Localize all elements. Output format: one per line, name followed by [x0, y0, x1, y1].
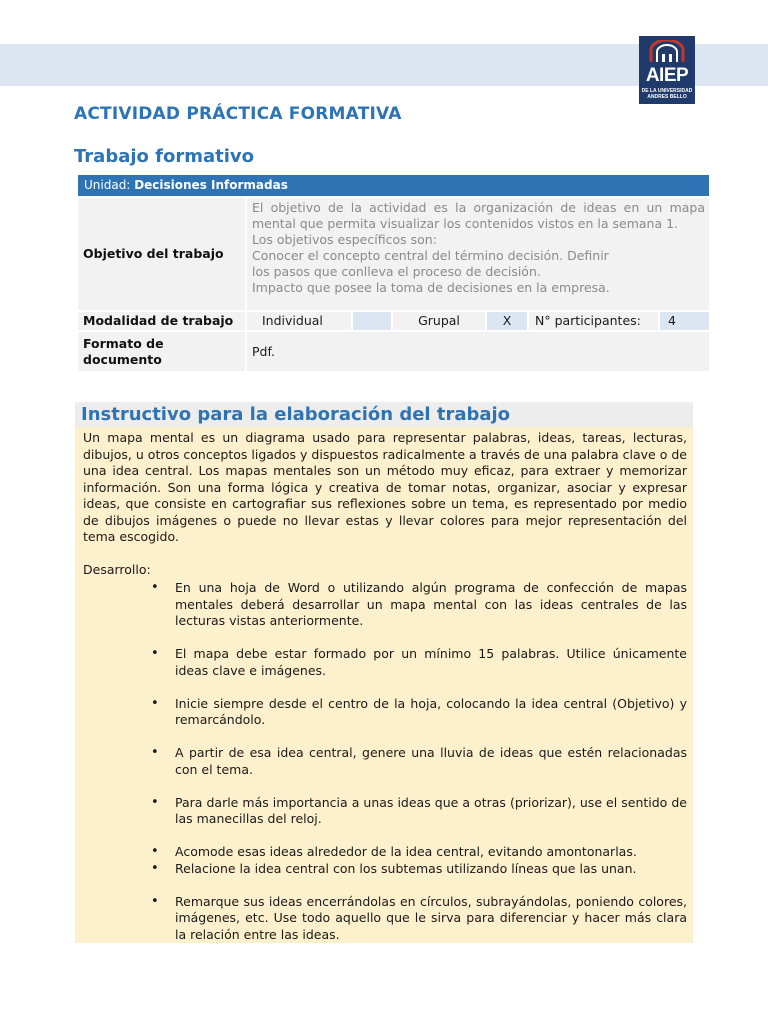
- group-mark: X: [487, 312, 527, 330]
- format-label-line: Formato de: [83, 336, 164, 351]
- objective-label: Objetivo del trabajo: [78, 198, 245, 310]
- list-item: [83, 745, 687, 778]
- instructions-intro: Un mapa mental es un diagrama usado para representar palabras, ideas, tareas, lecturas, dibujos, u otros conceptos ligados y dispuestos radicalmente a través de una palabra clave o de una idea central. Los mapas mentales son un método muy eficaz, para extraer y memorizar información. Son una forma lógica y creativa de tomar notas, organizar, asociar y expresar ideas, que consiste en cartografiar sus reflexiones sobre un tema, es representado por medio de dibujos imágenes o puede no llevar estas y llevar colores para mejor representación del tema escogido.: [83, 430, 687, 544]
- arch-icon: [649, 40, 685, 62]
- development-label: Desarrollo:: [83, 561, 151, 577]
- list-item: [83, 646, 687, 679]
- instructions-list: [83, 580, 687, 943]
- unit-value: Decisiones Informadas: [134, 178, 288, 192]
- objective-line: El objetivo de la actividad es la organización de ideas en un mapa mental que permita visualizar los contenidos vistos en la semana 1.: [252, 200, 705, 231]
- unit-row: [78, 175, 709, 196]
- bullet-icon: •: [151, 860, 159, 876]
- list-item-text: Relacione la idea central con los subtemas utilizando líneas que las unan.: [175, 860, 637, 876]
- logo-subline-1: DE LA UNIVERSIDAD: [641, 88, 693, 94]
- list-item: [83, 696, 687, 729]
- bullet-icon: •: [151, 893, 159, 909]
- logo-subline-2: ANDRES BELLO: [647, 94, 687, 100]
- bullet-icon: •: [151, 794, 159, 810]
- objective-line: Impacto que posee la toma de decisiones en la empresa.: [252, 280, 610, 295]
- objective-text: [247, 198, 709, 310]
- list-item-text: Remarque sus ideas encerrándolas en círculos, subrayándolas, poniendo colores, imágenes, etc. Use todo aquello que le sirva para diferenciar y hacer más clara la relación entre las ideas.: [175, 893, 687, 942]
- individual-label: Individual: [247, 312, 351, 330]
- bullet-icon: •: [151, 695, 159, 711]
- instructions-title: Instructivo para la elaboración del trabajo: [75, 402, 693, 427]
- page-subtitle: Trabajo formativo: [74, 146, 255, 167]
- individual-mark: [353, 312, 391, 330]
- bullet-icon: •: [151, 844, 159, 859]
- list-item-text: Acomode esas ideas alrededor de la idea central, evitando amontonarlas.: [175, 844, 637, 859]
- logo-brand: AIEP: [645, 65, 689, 86]
- list-item: [83, 580, 687, 630]
- unit-label: Unidad:: [84, 178, 131, 192]
- list-item: [83, 795, 687, 828]
- objective-line: Conocer el concepto central del término decisión. Definir: [252, 248, 609, 263]
- format-label: [78, 332, 245, 371]
- group-label: Grupal: [393, 312, 485, 330]
- list-item-text: A partir de esa idea central, genere una lluvia de ideas que estén relacionadas con el tema.: [175, 745, 687, 777]
- bullet-icon: •: [151, 580, 159, 595]
- format-value: Pdf.: [247, 332, 709, 371]
- bullet-icon: •: [151, 646, 159, 661]
- page-title: ACTIVIDAD PRÁCTICA FORMATIVA: [74, 104, 402, 124]
- participants-label: N° participantes:: [529, 312, 658, 330]
- list-item-text: Inicie siempre desde el centro de la hoja, colocando la idea central (Objetivo) y remarcándolo.: [175, 695, 687, 727]
- logo-subline: [639, 88, 695, 100]
- modality-label: Modalidad de trabajo: [78, 312, 245, 330]
- instructions-body: [75, 427, 693, 943]
- objective-line: los pasos que conlleva el proceso de decisión.: [252, 264, 541, 279]
- list-item: [83, 861, 687, 878]
- list-item: [83, 844, 687, 861]
- format-label-line: documento: [83, 352, 162, 367]
- objective-line: Los objetivos específicos son:: [252, 232, 437, 247]
- list-item-text: En una hoja de Word o utilizando algún programa de confección de mapas mentales deberá desarrollar un mapa mental con las ideas centrales de las lecturas vistas anteriormente.: [175, 580, 687, 628]
- bullet-icon: •: [151, 745, 159, 760]
- list-item-text: El mapa debe estar formado por un mínimo 15 palabras. Utilice únicamente ideas clave e imágenes.: [175, 646, 687, 678]
- aiep-logo: [639, 36, 695, 104]
- list-item-text: Para darle más importancia a unas ideas que a otras (priorizar), use el sentido de las manecillas del reloj.: [175, 794, 687, 826]
- list-item: [83, 894, 687, 944]
- participants-value: 4: [660, 312, 709, 330]
